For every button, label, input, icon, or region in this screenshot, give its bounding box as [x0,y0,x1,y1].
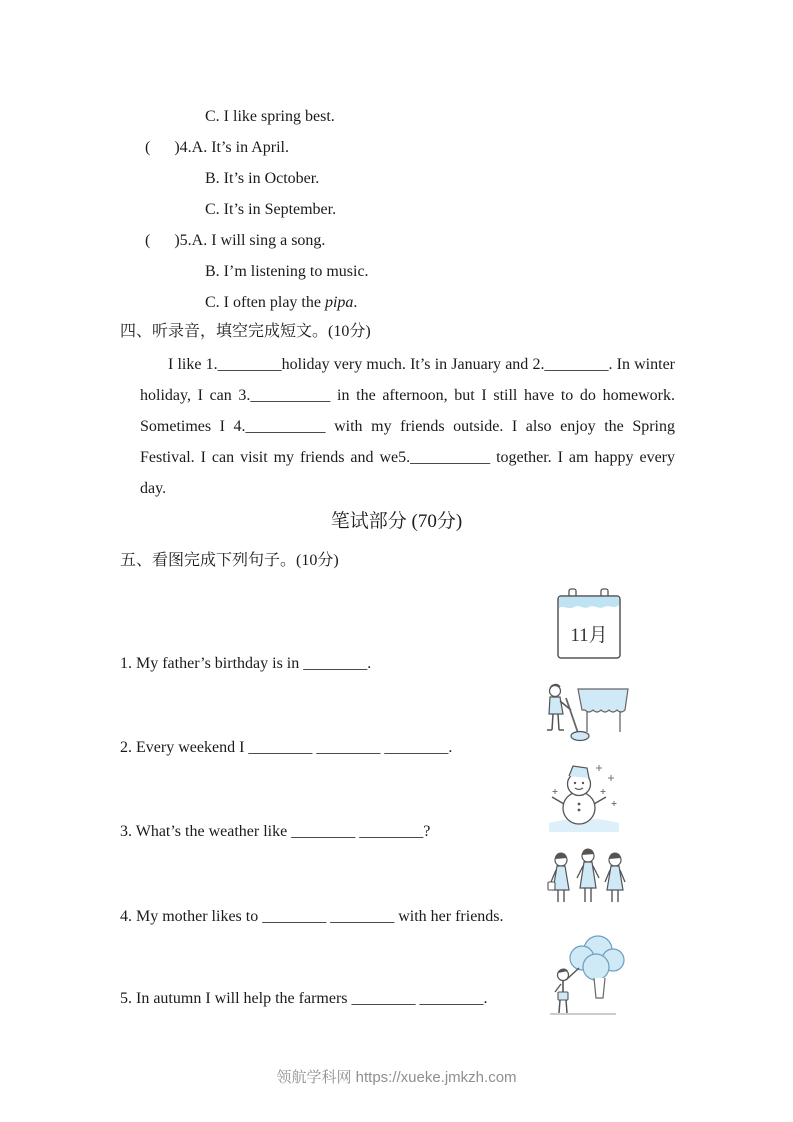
section4-title: 四、听录音，填空完成短文。(10分) [120,323,371,340]
question-1: 1. My father’s birthday is in ________. [120,655,372,672]
cloze-passage: I like 1.________holiday very much. It’s in January and 2.________. In winter holiday, I can 3.__________ in the afternoon, but I still have to do homework. Sometimes I 4.__________ with my friends outside. I also enjoy the Spring Festival. I can visit my friends and we5.__________ together. I am happy every day. [140,356,675,497]
question-3: 3. What’s the weather like ________ ________? [120,823,431,840]
choice-text: C. I often play the [205,294,325,311]
choice-line [0,287,369,318]
choice-line: ( )5.A. I will sing a song. [145,232,326,249]
calendar-month-label: 11月 [570,625,608,646]
choice-line: C. I like spring best. [205,108,335,125]
choice-line: C. It’s in September. [205,201,337,218]
choice-italic-word: pipa [324,294,354,311]
choice-line: ( )4.A. It’s in April. [145,139,289,156]
apple-picking-illustration [546,930,630,1018]
question-2: 2. Every weekend I ________ ________ ________. [120,739,453,756]
choice-text: . [353,294,358,311]
listening-choices [0,101,369,318]
calendar-illustration [556,588,622,660]
question-4: 4. My mother likes to ________ ________ with her friends. [120,908,504,925]
question-5: 5. In autumn I will help the farmers ________ ________. [120,990,488,1007]
cleaning-room-illustration [542,677,630,747]
site-watermark: 领航学科网 https://xueke.jmkzh.com [276,1069,517,1086]
choice-line: B. I’m listening to music. [205,263,369,280]
section5-title: 五、看图完成下列句子。(10分) [120,552,339,569]
choice-line: B. It’s in October. [205,170,320,187]
written-part-header: 笔试部分 (70分) [330,511,463,532]
snowman-illustration [547,759,621,833]
girls-shopping-illustration [547,842,631,928]
